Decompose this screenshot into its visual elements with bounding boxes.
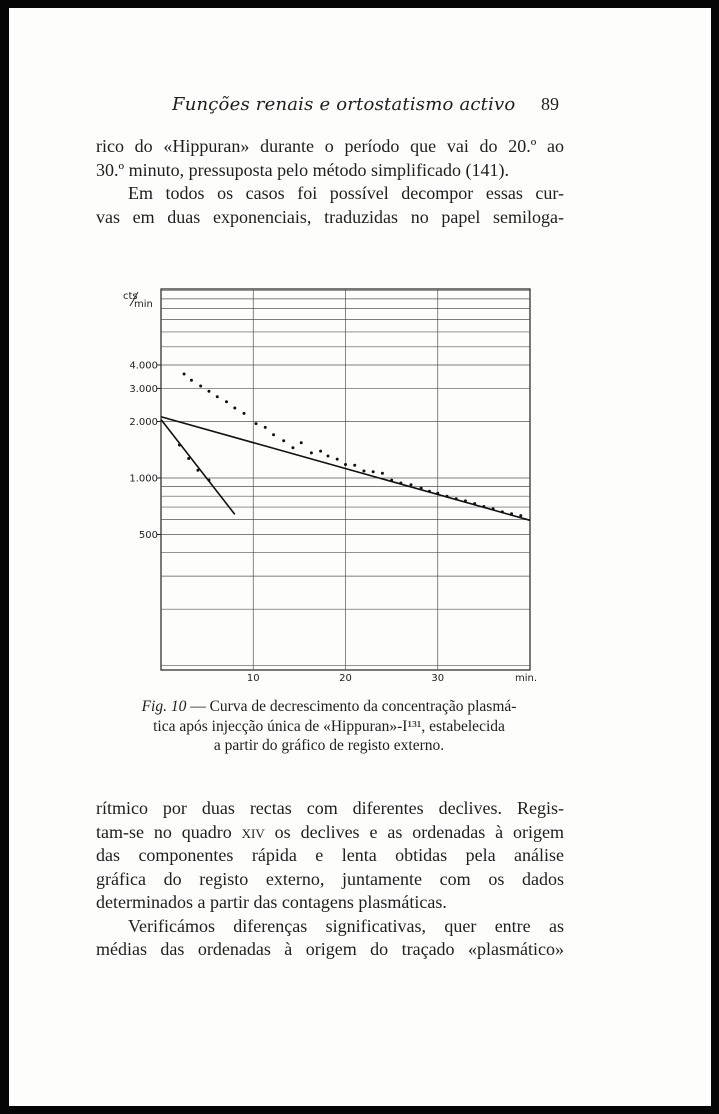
data-point — [272, 433, 275, 436]
data-point — [233, 407, 236, 410]
data-point — [291, 446, 294, 449]
semilog-chart — [9, 8, 709, 708]
text-line: rítmico por duas rectas com diferentes declives. Regis- — [96, 798, 564, 818]
x-tick-label: min. — [514, 673, 538, 684]
data-point — [187, 457, 190, 460]
data-point — [336, 458, 339, 461]
caption-line: — Curva de decrescimento da concentração plasmá- — [190, 698, 517, 715]
data-point — [300, 441, 303, 444]
data-point — [381, 472, 384, 475]
data-point — [243, 412, 246, 415]
data-point — [216, 395, 219, 398]
y-tick-label: 2.000 — [129, 417, 158, 428]
text-line: gráfica do registo externo, juntamente com os dados — [96, 868, 564, 889]
x-tick-label: 30 — [431, 673, 445, 684]
figure-caption — [119, 697, 539, 756]
data-point — [319, 450, 322, 453]
data-point — [310, 451, 313, 454]
data-point — [353, 464, 356, 467]
data-point — [207, 390, 210, 393]
text-line: médias das ordenadas à origem do traçado «plasmático» — [96, 939, 564, 959]
y-unit-bottom: min — [134, 299, 153, 310]
bottom-paragraph — [96, 797, 564, 962]
text-line: 30.º minuto, pressuposta pelo método simplificado (141). — [96, 159, 510, 180]
data-point — [282, 439, 285, 442]
data-point — [183, 373, 186, 376]
data-point — [207, 479, 210, 482]
x-tick-label: 20 — [339, 673, 352, 684]
y-tick-label: 500 — [138, 530, 158, 541]
text-line: rico do «Hippuran» durante o período que vai do 20.º ao — [96, 136, 564, 156]
data-point — [326, 454, 329, 457]
text-line: vas em duas exponenciais, traduzidas no papel semiloga- — [96, 206, 564, 227]
data-point — [372, 470, 375, 473]
running-header-title: Funções renais e ortostatismo activo — [172, 94, 516, 115]
text-line: Em todos os casos foi possível decompor essas cur- — [128, 183, 564, 203]
data-point — [225, 400, 228, 403]
y-unit-top: cts — [123, 291, 138, 302]
text-line: das componentes rápida e lenta obtidas pela análise — [96, 845, 564, 865]
data-point — [190, 379, 193, 382]
text-line: determinados a partir das contagens plasmáticas. — [96, 892, 447, 912]
text-line: Verificámos diferenças significativas, quer entre as — [128, 915, 564, 936]
data-point — [264, 426, 267, 429]
y-tick-label: 3.000 — [129, 383, 158, 395]
x-tick-label: 10 — [246, 673, 260, 684]
caption-line: a partir do gráfico de registo externo. — [213, 737, 445, 754]
data-point — [199, 385, 202, 388]
figure-label: Fig. 10 — [141, 698, 187, 715]
data-point — [362, 469, 365, 472]
data-point — [196, 469, 199, 472]
data-point — [255, 422, 258, 425]
y-tick-label: 1.000 — [129, 473, 158, 485]
y-tick-label: 4.000 — [129, 360, 158, 372]
page-number: 89 — [541, 94, 559, 114]
caption-line: tica após injecção única de «Hippuran»-I¹³¹, estabelecida — [153, 717, 505, 735]
text-line: tam-se no quadro xiv os declives e as ordenadas à origem — [96, 821, 564, 842]
data-point — [178, 443, 181, 446]
data-point — [344, 463, 347, 466]
